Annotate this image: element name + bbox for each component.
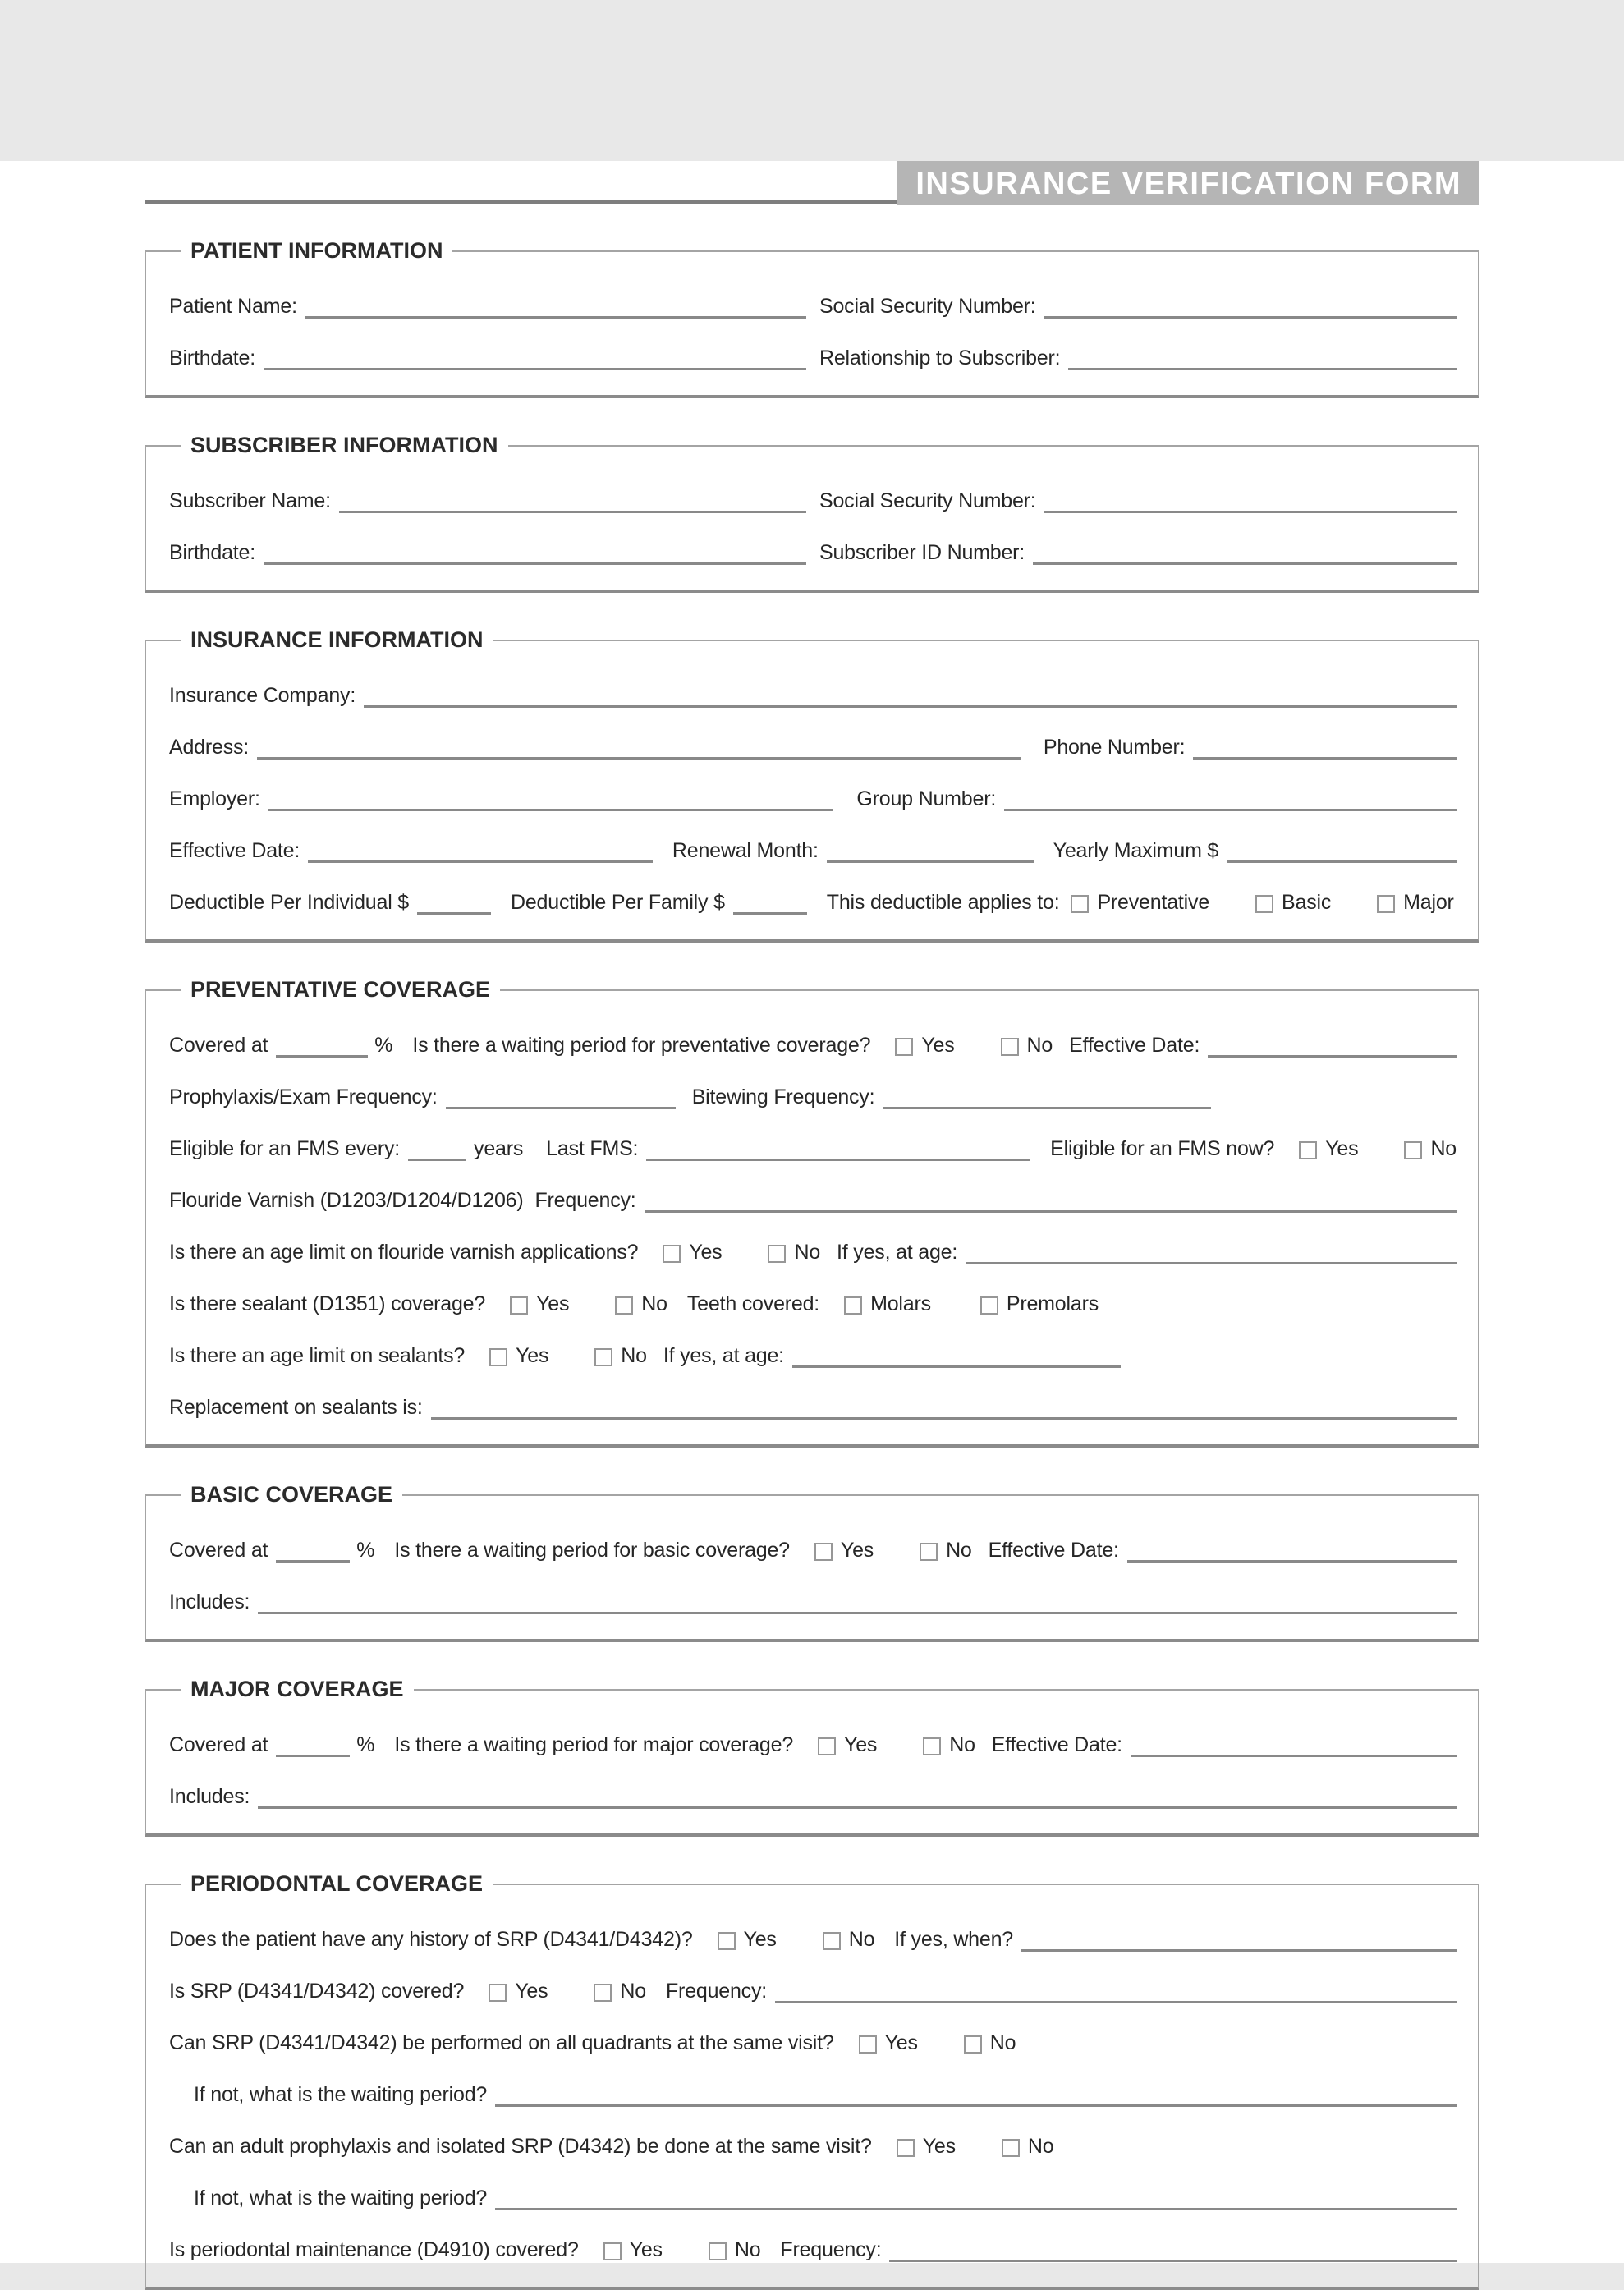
major-waiting-yes-checkbox[interactable] xyxy=(818,1733,877,1757)
field-subscriber-id xyxy=(819,540,1457,565)
fms-now-question: Eligible for an FMS now? xyxy=(1050,1137,1275,1160)
checkbox-label: Premolars xyxy=(1006,1292,1099,1315)
srp-frequency-input[interactable] xyxy=(775,1993,1457,2003)
form-row xyxy=(169,1779,1457,1809)
form-row xyxy=(169,782,1457,811)
flouride-frequency-label: Frequency: xyxy=(534,1189,636,1212)
sealant-if-yes-age-input[interactable] xyxy=(792,1357,1121,1368)
section-preventative-coverage xyxy=(145,977,1479,1448)
checkbox-label: No xyxy=(989,2031,1016,2054)
checkbox-label: No xyxy=(1430,1137,1457,1160)
checkbox-icon[interactable] xyxy=(823,1932,841,1950)
srp-history-no-checkbox[interactable] xyxy=(823,1928,875,1952)
deductible-applies-preventative-checkbox[interactable] xyxy=(1071,891,1209,915)
deductible-individual-input[interactable] xyxy=(417,904,491,915)
teeth-premolars-checkbox[interactable] xyxy=(980,1292,1099,1316)
sealant-age-limit-question: Is there an age limit on sealants? xyxy=(169,1344,466,1367)
basic-includes-input[interactable] xyxy=(258,1604,1457,1614)
flouride-varnish-label: Flouride Varnish (D1203/D1204/D1206) xyxy=(169,1189,524,1212)
deductible-applies-basic-checkbox[interactable] xyxy=(1255,891,1331,915)
checkbox-icon[interactable] xyxy=(1071,895,1089,913)
checkbox-label: Yes xyxy=(515,1980,548,2003)
perio-maintenance-question: Is periodontal maintenance (D4910) covered? xyxy=(169,2238,579,2261)
checkbox-label: Yes xyxy=(536,1292,570,1315)
subscriber-id-label: Subscriber ID Number: xyxy=(819,541,1025,564)
basic-waiting-no-checkbox[interactable] xyxy=(920,1539,972,1563)
patient-birthdate-input[interactable] xyxy=(264,360,806,370)
checkbox-label: No xyxy=(794,1241,821,1264)
yearly-maximum-input[interactable] xyxy=(1227,852,1457,863)
fms-now-yes-checkbox[interactable] xyxy=(1299,1137,1358,1161)
checkbox-label: Yes xyxy=(516,1344,549,1367)
varnish-age-yes-checkbox[interactable] xyxy=(663,1241,722,1264)
form-row xyxy=(169,1131,1457,1161)
section-major-coverage xyxy=(145,1677,1479,1837)
deductible-applies-major-checkbox[interactable] xyxy=(1377,891,1454,915)
checkbox-icon[interactable] xyxy=(615,1296,633,1315)
phone-number-input[interactable] xyxy=(1193,749,1457,760)
checkbox-icon[interactable] xyxy=(1299,1141,1317,1159)
form-row xyxy=(169,1287,1457,1316)
checkbox-label: Yes xyxy=(922,2135,956,2158)
basic-covered-at-input[interactable] xyxy=(276,1552,350,1563)
checkbox-icon[interactable] xyxy=(980,1296,998,1315)
phone-number-label: Phone Number: xyxy=(1043,736,1186,759)
form-row xyxy=(169,1028,1457,1058)
flouride-frequency-input[interactable] xyxy=(645,1202,1457,1213)
field-subscriber-name xyxy=(169,489,819,513)
employer-label: Employer: xyxy=(169,787,260,810)
deductible-applies-label: This deductible applies to: xyxy=(826,891,1060,914)
checkbox-icon[interactable] xyxy=(897,2139,915,2157)
prev-waiting-no-checkbox[interactable] xyxy=(1001,1034,1053,1058)
form-row xyxy=(169,1390,1457,1420)
checkbox-icon[interactable] xyxy=(510,1296,528,1315)
srp-quadrants-yes-checkbox[interactable] xyxy=(859,2031,918,2055)
deductible-family-input[interactable] xyxy=(733,904,807,915)
section-insurance-information xyxy=(145,627,1479,943)
address-label: Address: xyxy=(169,736,250,759)
major-waiting-question: Is there a waiting period for major coverage? xyxy=(394,1733,794,1756)
page-header xyxy=(145,161,1479,204)
checkbox-icon[interactable] xyxy=(818,1737,836,1755)
subscriber-id-input[interactable] xyxy=(1033,554,1457,565)
checkbox-label: No xyxy=(734,2238,761,2261)
field-relationship xyxy=(819,346,1457,370)
checkbox-icon[interactable] xyxy=(920,1543,938,1561)
replacement-sealants-input[interactable] xyxy=(431,1409,1457,1420)
checkbox-icon[interactable] xyxy=(768,1245,786,1263)
basic-effective-date-label: Effective Date: xyxy=(988,1539,1119,1562)
checkbox-label: Yes xyxy=(743,1928,777,1951)
prev-effective-date-input[interactable] xyxy=(1208,1047,1457,1058)
group-number-input[interactable] xyxy=(1004,801,1457,811)
group-number-label: Group Number: xyxy=(856,787,997,810)
perio-maintenance-yes-checkbox[interactable] xyxy=(603,2238,663,2262)
adult-prophy-waiting-period-input[interactable] xyxy=(495,2200,1457,2210)
basic-waiting-question: Is there a waiting period for basic coverage? xyxy=(394,1539,790,1562)
major-includes-label: Includes: xyxy=(169,1785,250,1808)
form-row xyxy=(169,885,1457,915)
major-waiting-no-checkbox[interactable] xyxy=(923,1733,975,1757)
subscriber-birthdate-label: Birthdate: xyxy=(169,541,256,564)
percent-sign: % xyxy=(374,1034,393,1057)
section-subscriber-information xyxy=(145,433,1479,593)
adult-prophy-yes-checkbox[interactable] xyxy=(897,2135,956,2159)
checkbox-icon[interactable] xyxy=(895,1038,913,1056)
srp-covered-question: Is SRP (D4341/D4342) covered? xyxy=(169,1980,465,2003)
sealant-no-checkbox[interactable] xyxy=(615,1292,667,1316)
field-patient-ssn xyxy=(819,294,1457,319)
checkbox-icon[interactable] xyxy=(844,1296,862,1315)
adult-prophy-no-checkbox[interactable] xyxy=(1002,2135,1054,2159)
patient-ssn-label: Social Security Number: xyxy=(819,295,1036,318)
patient-ssn-input[interactable] xyxy=(1044,308,1457,319)
checkbox-icon[interactable] xyxy=(814,1543,833,1561)
yearly-maximum-label: Yearly Maximum $ xyxy=(1053,839,1219,862)
form-row xyxy=(169,341,1457,370)
quadrants-waiting-period-label: If not, what is the waiting period? xyxy=(194,2083,488,2106)
field-patient-name xyxy=(169,294,819,319)
sealant-age-no-checkbox[interactable] xyxy=(594,1344,647,1368)
effective-date-label: Effective Date: xyxy=(169,839,300,862)
renewal-month-input[interactable] xyxy=(827,852,1034,863)
basic-includes-label: Includes: xyxy=(169,1590,250,1613)
checkbox-icon[interactable] xyxy=(594,1984,612,2002)
checkbox-icon[interactable] xyxy=(1404,1141,1422,1159)
quadrants-waiting-period-input[interactable] xyxy=(495,2096,1457,2107)
basic-waiting-yes-checkbox[interactable] xyxy=(814,1539,874,1563)
checkbox-label: Basic xyxy=(1282,891,1332,914)
insurance-verification-form-page xyxy=(0,161,1624,2263)
prev-effective-date-label: Effective Date: xyxy=(1069,1034,1200,1057)
section-title: PERIODONTAL COVERAGE xyxy=(190,1871,484,1896)
subscriber-name-label: Subscriber Name: xyxy=(169,489,331,512)
checkbox-label: No xyxy=(946,1539,972,1562)
percent-sign: % xyxy=(356,1733,375,1756)
patient-name-input[interactable] xyxy=(305,308,806,319)
field-subscriber-birthdate xyxy=(169,540,819,565)
checkbox-label: Yes xyxy=(921,1034,955,1057)
relationship-label: Relationship to Subscriber: xyxy=(819,346,1061,369)
perio-maintenance-no-checkbox[interactable] xyxy=(709,2238,761,2262)
form-row xyxy=(169,2026,1457,2055)
bitewing-frequency-label: Bitewing Frequency: xyxy=(691,1085,875,1108)
srp-covered-yes-checkbox[interactable] xyxy=(489,1980,548,2003)
perio-maintenance-frequency-input[interactable] xyxy=(889,2251,1457,2262)
teeth-molars-checkbox[interactable] xyxy=(844,1292,931,1316)
percent-sign: % xyxy=(356,1539,375,1562)
major-covered-at-label: Covered at xyxy=(169,1733,268,1756)
checkbox-icon[interactable] xyxy=(1377,895,1395,913)
insurance-company-input[interactable] xyxy=(364,697,1457,708)
form-row xyxy=(169,1533,1457,1563)
major-effective-date-input[interactable] xyxy=(1131,1746,1457,1757)
last-fms-label: Last FMS: xyxy=(546,1137,639,1160)
section-periodontal-coverage xyxy=(145,1871,1479,2290)
checkbox-label: No xyxy=(621,1344,647,1367)
section-patient-information xyxy=(145,238,1479,398)
srp-history-question: Does the patient have any history of SRP (D4341/D4342)? xyxy=(169,1928,693,1951)
section-title: INSURANCE INFORMATION xyxy=(190,627,484,652)
checkbox-label: Molars xyxy=(870,1292,931,1315)
subscriber-ssn-label: Social Security Number: xyxy=(819,489,1036,512)
fms-every-label: Eligible for an FMS every: xyxy=(169,1137,401,1160)
prophylaxis-frequency-input[interactable] xyxy=(446,1099,676,1109)
subscriber-name-input[interactable] xyxy=(339,503,806,513)
srp-if-yes-when-input[interactable] xyxy=(1021,1941,1457,1952)
srp-quadrants-question: Can SRP (D4341/D4342) be performed on all quadrants at the same visit? xyxy=(169,2031,834,2054)
checkbox-label: Yes xyxy=(1325,1137,1359,1160)
employer-input[interactable] xyxy=(268,801,834,811)
srp-frequency-label: Frequency: xyxy=(665,1980,768,2003)
checkbox-icon[interactable] xyxy=(709,2242,727,2260)
major-includes-input[interactable] xyxy=(258,1798,1457,1809)
form-title-banner: INSURANCE VERIFICATION FORM xyxy=(897,161,1479,205)
address-input[interactable] xyxy=(257,749,1021,760)
section-title: PATIENT INFORMATION xyxy=(190,238,443,263)
checkbox-icon[interactable] xyxy=(923,1737,941,1755)
checkbox-label: Yes xyxy=(840,1539,874,1562)
adult-prophy-waiting-period-label: If not, what is the waiting period? xyxy=(194,2187,488,2210)
form-row xyxy=(169,2129,1457,2159)
sealant-yes-checkbox[interactable] xyxy=(510,1292,569,1316)
years-label: years xyxy=(474,1137,524,1160)
checkbox-icon[interactable] xyxy=(489,1984,507,2002)
form-row xyxy=(169,1235,1457,1264)
bitewing-frequency-input[interactable] xyxy=(883,1099,1211,1109)
form-row xyxy=(169,289,1457,319)
checkbox-label: No xyxy=(1026,1034,1053,1057)
checkbox-icon[interactable] xyxy=(718,1932,736,1950)
fms-every-input[interactable] xyxy=(408,1150,466,1161)
form-row xyxy=(169,1080,1457,1109)
sealant-coverage-question: Is there sealant (D1351) coverage? xyxy=(169,1292,486,1315)
fms-now-no-checkbox[interactable] xyxy=(1404,1137,1457,1161)
effective-date-input[interactable] xyxy=(308,852,653,863)
checkbox-icon[interactable] xyxy=(489,1348,507,1366)
form-row xyxy=(169,1183,1457,1213)
form-row xyxy=(169,833,1457,863)
checkbox-label: No xyxy=(620,1980,646,2003)
field-subscriber-ssn xyxy=(819,489,1457,513)
checkbox-label: No xyxy=(641,1292,667,1315)
teeth-covered-label: Teeth covered: xyxy=(686,1292,820,1315)
field-patient-birthdate xyxy=(169,346,819,370)
varnish-if-yes-age-label: If yes, at age: xyxy=(837,1241,958,1264)
form-row xyxy=(169,2077,1457,2107)
prev-waiting-question: Is there a waiting period for preventative coverage? xyxy=(412,1034,871,1057)
prophylaxis-frequency-label: Prophylaxis/Exam Frequency: xyxy=(169,1085,438,1108)
form-row xyxy=(169,535,1457,565)
form-row xyxy=(169,484,1457,513)
srp-covered-no-checkbox[interactable] xyxy=(594,1980,646,2003)
form-row xyxy=(169,1728,1457,1757)
last-fms-input[interactable] xyxy=(646,1150,1030,1161)
section-basic-coverage xyxy=(145,1482,1479,1642)
section-title: SUBSCRIBER INFORMATION xyxy=(190,433,498,457)
checkbox-label: Yes xyxy=(689,1241,723,1264)
checkbox-label: Preventative xyxy=(1097,891,1210,914)
basic-covered-at-label: Covered at xyxy=(169,1539,268,1562)
checkbox-label: No xyxy=(1027,2135,1054,2158)
checkbox-icon[interactable] xyxy=(1001,1038,1019,1056)
patient-birthdate-label: Birthdate: xyxy=(169,346,256,369)
checkbox-icon[interactable] xyxy=(1002,2139,1020,2157)
form-row xyxy=(169,1338,1457,1368)
renewal-month-label: Renewal Month: xyxy=(672,839,819,862)
form-row xyxy=(169,730,1457,760)
sealant-if-yes-age-label: If yes, at age: xyxy=(663,1344,784,1367)
deductible-family-label: Deductible Per Family $ xyxy=(511,891,725,914)
checkbox-icon[interactable] xyxy=(859,2035,877,2054)
checkbox-icon[interactable] xyxy=(663,1245,681,1263)
srp-quadrants-no-checkbox[interactable] xyxy=(964,2031,1016,2055)
form-row xyxy=(169,1974,1457,2003)
form-row xyxy=(169,678,1457,708)
relationship-input[interactable] xyxy=(1068,360,1457,370)
varnish-age-no-checkbox[interactable] xyxy=(768,1241,820,1264)
prev-covered-at-label: Covered at xyxy=(169,1034,268,1057)
adult-prophy-question: Can an adult prophylaxis and isolated SRP (D4342) be done at the same visit? xyxy=(169,2135,872,2158)
deductible-individual-label: Deductible Per Individual $ xyxy=(169,891,409,914)
subscriber-birthdate-input[interactable] xyxy=(264,554,806,565)
checkbox-icon[interactable] xyxy=(603,2242,622,2260)
form-row xyxy=(169,1585,1457,1614)
perio-maintenance-frequency-label: Frequency: xyxy=(780,2238,882,2261)
checkbox-label: Major xyxy=(1403,891,1454,914)
checkbox-icon[interactable] xyxy=(1255,895,1273,913)
form-row xyxy=(169,2181,1457,2210)
prev-waiting-yes-checkbox[interactable] xyxy=(895,1034,954,1058)
section-title: BASIC COVERAGE xyxy=(190,1482,393,1507)
checkbox-label: Yes xyxy=(844,1733,878,1756)
replacement-sealants-label: Replacement on sealants is: xyxy=(169,1396,423,1419)
checkbox-icon[interactable] xyxy=(594,1348,612,1366)
patient-name-label: Patient Name: xyxy=(169,295,297,318)
checkbox-label: Yes xyxy=(884,2031,918,2054)
srp-if-yes-when-label: If yes, when? xyxy=(894,1928,1013,1951)
section-title: MAJOR COVERAGE xyxy=(190,1677,404,1701)
major-covered-at-input[interactable] xyxy=(276,1746,350,1757)
checkbox-label: No xyxy=(848,1928,875,1951)
checkbox-label: No xyxy=(949,1733,975,1756)
varnish-if-yes-age-input[interactable] xyxy=(966,1254,1457,1264)
section-title: PREVENTATIVE COVERAGE xyxy=(190,977,491,1002)
form-row xyxy=(169,1922,1457,1952)
sealant-age-yes-checkbox[interactable] xyxy=(489,1344,548,1368)
insurance-company-label: Insurance Company: xyxy=(169,684,356,707)
subscriber-ssn-input[interactable] xyxy=(1044,503,1457,513)
srp-history-yes-checkbox[interactable] xyxy=(718,1928,777,1952)
varnish-age-limit-question: Is there an age limit on flouride varnish applications? xyxy=(169,1241,639,1264)
major-effective-date-label: Effective Date: xyxy=(991,1733,1122,1756)
checkbox-label: Yes xyxy=(629,2238,663,2261)
checkbox-icon[interactable] xyxy=(964,2035,982,2054)
form-row xyxy=(169,2233,1457,2262)
basic-effective-date-input[interactable] xyxy=(1127,1552,1457,1563)
prev-covered-at-input[interactable] xyxy=(276,1047,368,1058)
